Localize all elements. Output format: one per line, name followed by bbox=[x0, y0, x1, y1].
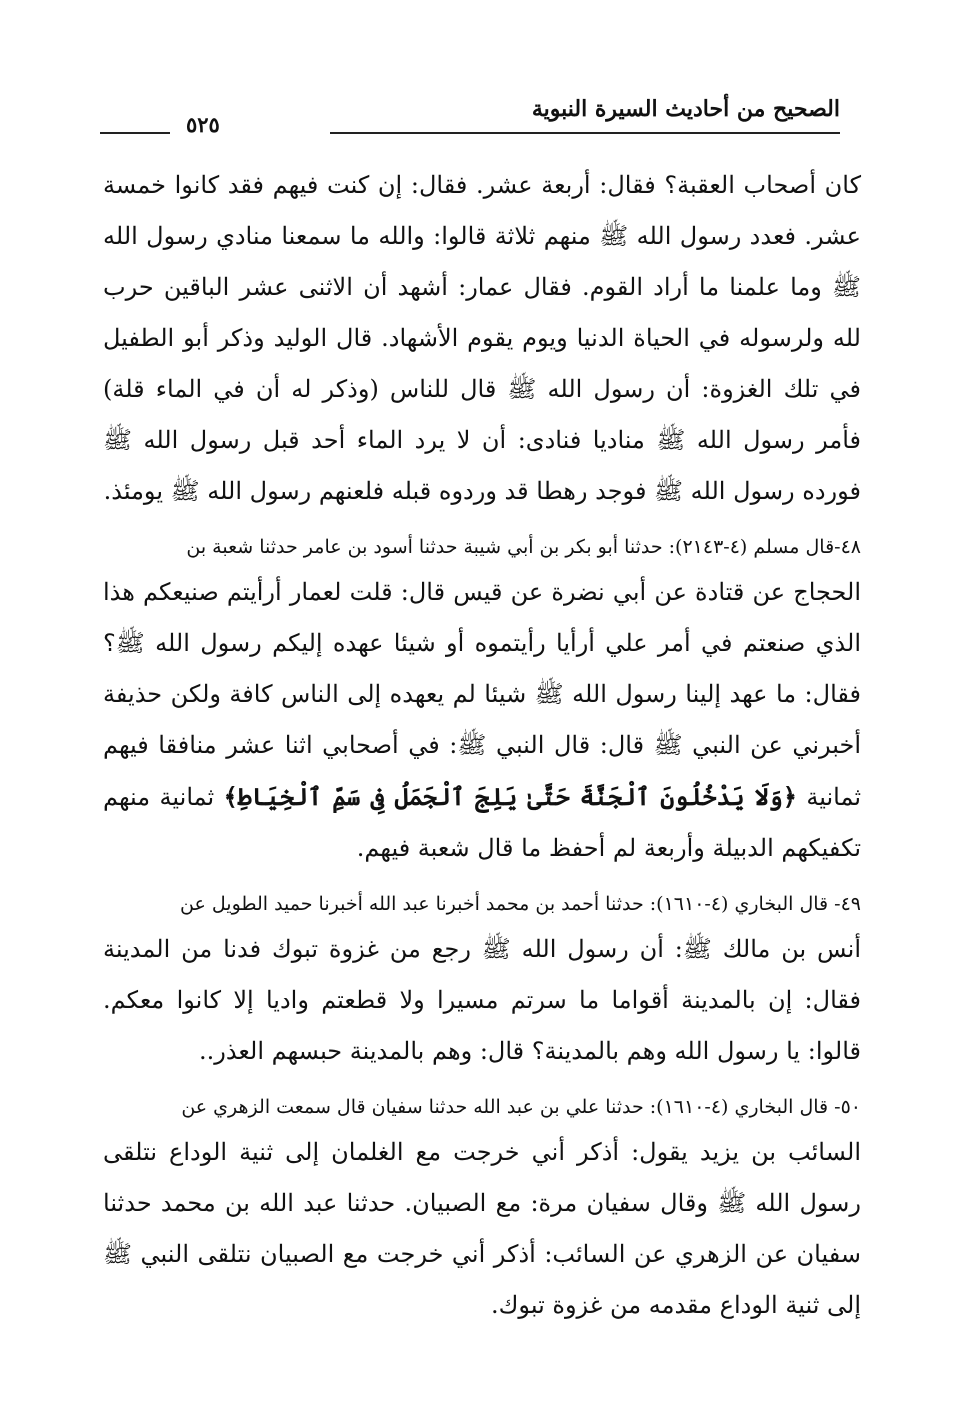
hadith-50 bbox=[103, 1087, 861, 1331]
hadith-isnad: ٤٩- قال البخاري (٤-١٦١٠): حدثنا أحمد بن محمد أخبرنا عبد الله أخبرنا حميد الطويل عن bbox=[180, 893, 861, 915]
hadith-isnad: ٤٨-قال مسلم (٤-٢١٤٣): حدثنا أبو بكر بن أبي شيبة حدثنا أسود بن عامر حدثنا شعبة بن bbox=[186, 536, 861, 558]
hadith-matn bbox=[103, 567, 861, 874]
opening-paragraph: كان أصحاب العقبة؟ فقال: أربعة عشر. فقال: إن كنت فيهم فقد كانوا خمسة عشر. فعدد رسول الله ﷺ منهم ثلاثة قالوا: والله ما سمعنا منادي رسول الله ﷺ وما علمنا ما أراد القوم. فقال عمار: أشهد أن الاثنى عشر الباقين حرب لله ولرسوله في الحياة الدنيا ويوم يقوم الأشهاد. قال الوليد وذكر أبو الطفيل في تلك الغزوة: أن رسول الله ﷺ قال للناس (وذكر له أن في الماء قلة) فأمر رسول الله ﷺ مناديا فنادى: أن لا يرد الماء أحد قبل رسول الله ﷺ فورده رسول الله ﷺ فوجد رهطا قد وردوه قبله فلعنهم رسول الله ﷺ يومئذ. bbox=[103, 171, 861, 505]
hadith-matn: أنس بن مالك ﷺ: أن رسول الله ﷺ رجع من غزوة تبوك فدنا من المدينة فقال: إن بالمدينة أقواما ما سرتم مسيرا ولا قطعتم واديا إلا كانوا معكم. قالوا: يا رسول الله وهم بالمدينة؟ قال: وهم بالمدينة حبسهم العذر.. bbox=[103, 935, 861, 1065]
header-rule-left bbox=[100, 132, 170, 134]
book-title: الصحيح من أحاديث السيرة النبوية bbox=[531, 96, 840, 122]
matn-text: الحجاج عن قتادة عن أبي نضرة عن قيس قال: قلت لعمار أرأيتم صنيعكم هذا الذي صنعتم في أمر علي أرأيا رأيتموه أو شيئا عهده إليكم رسول الله ﷺ؟ فقال: ما عهد إلينا رسول الله ﷺ شيئا لم يعهده إلى الناس كافة ولكن حذيفة أخبرني عن النبي ﷺ قال: قال النبي ﷺ: في أصحابي اثنا عشر منافقا فيهم ثمانية bbox=[103, 578, 861, 811]
hadith-48 bbox=[103, 527, 861, 874]
page-number: ٥٢٥ bbox=[178, 112, 228, 137]
hadith-isnad: ٥٠- قال البخاري (٤-١٦١٠): حدثنا علي بن عبد الله حدثنا سفيان قال سمعت الزهري عن bbox=[181, 1096, 861, 1118]
matn-text-continued: ثمانية منهم تكفيكهم الدبيلة وأربعة لم أحفظ ما قال شعبة فيهم. bbox=[103, 783, 861, 862]
running-header bbox=[100, 96, 840, 136]
page-body bbox=[103, 160, 861, 1331]
hadith-49 bbox=[103, 884, 861, 1077]
header-rule bbox=[330, 132, 840, 134]
quran-verse: ﴿وَلَا يَدْخُلُونَ ٱلْجَنَّةَ حَتَّىٰ يَلِجَ ٱلْجَمَلُ فِى سَمِّ ٱلْخِيَاطِ﴾ bbox=[223, 782, 797, 811]
hadith-matn: السائب بن يزيد يقول: أذكر أني خرجت مع الغلمان إلى ثنية الوداع نتلقى رسول الله ﷺ وقال سفيان مرة: مع الصبيان. حدثنا عبد الله بن محمد حدثنا سفيان عن الزهري عن السائب: أذكر أني خرجت مع الصبيان نتلقى النبي ﷺ إلى ثنية الوداع مقدمه من غزوة تبوك. bbox=[103, 1138, 861, 1319]
